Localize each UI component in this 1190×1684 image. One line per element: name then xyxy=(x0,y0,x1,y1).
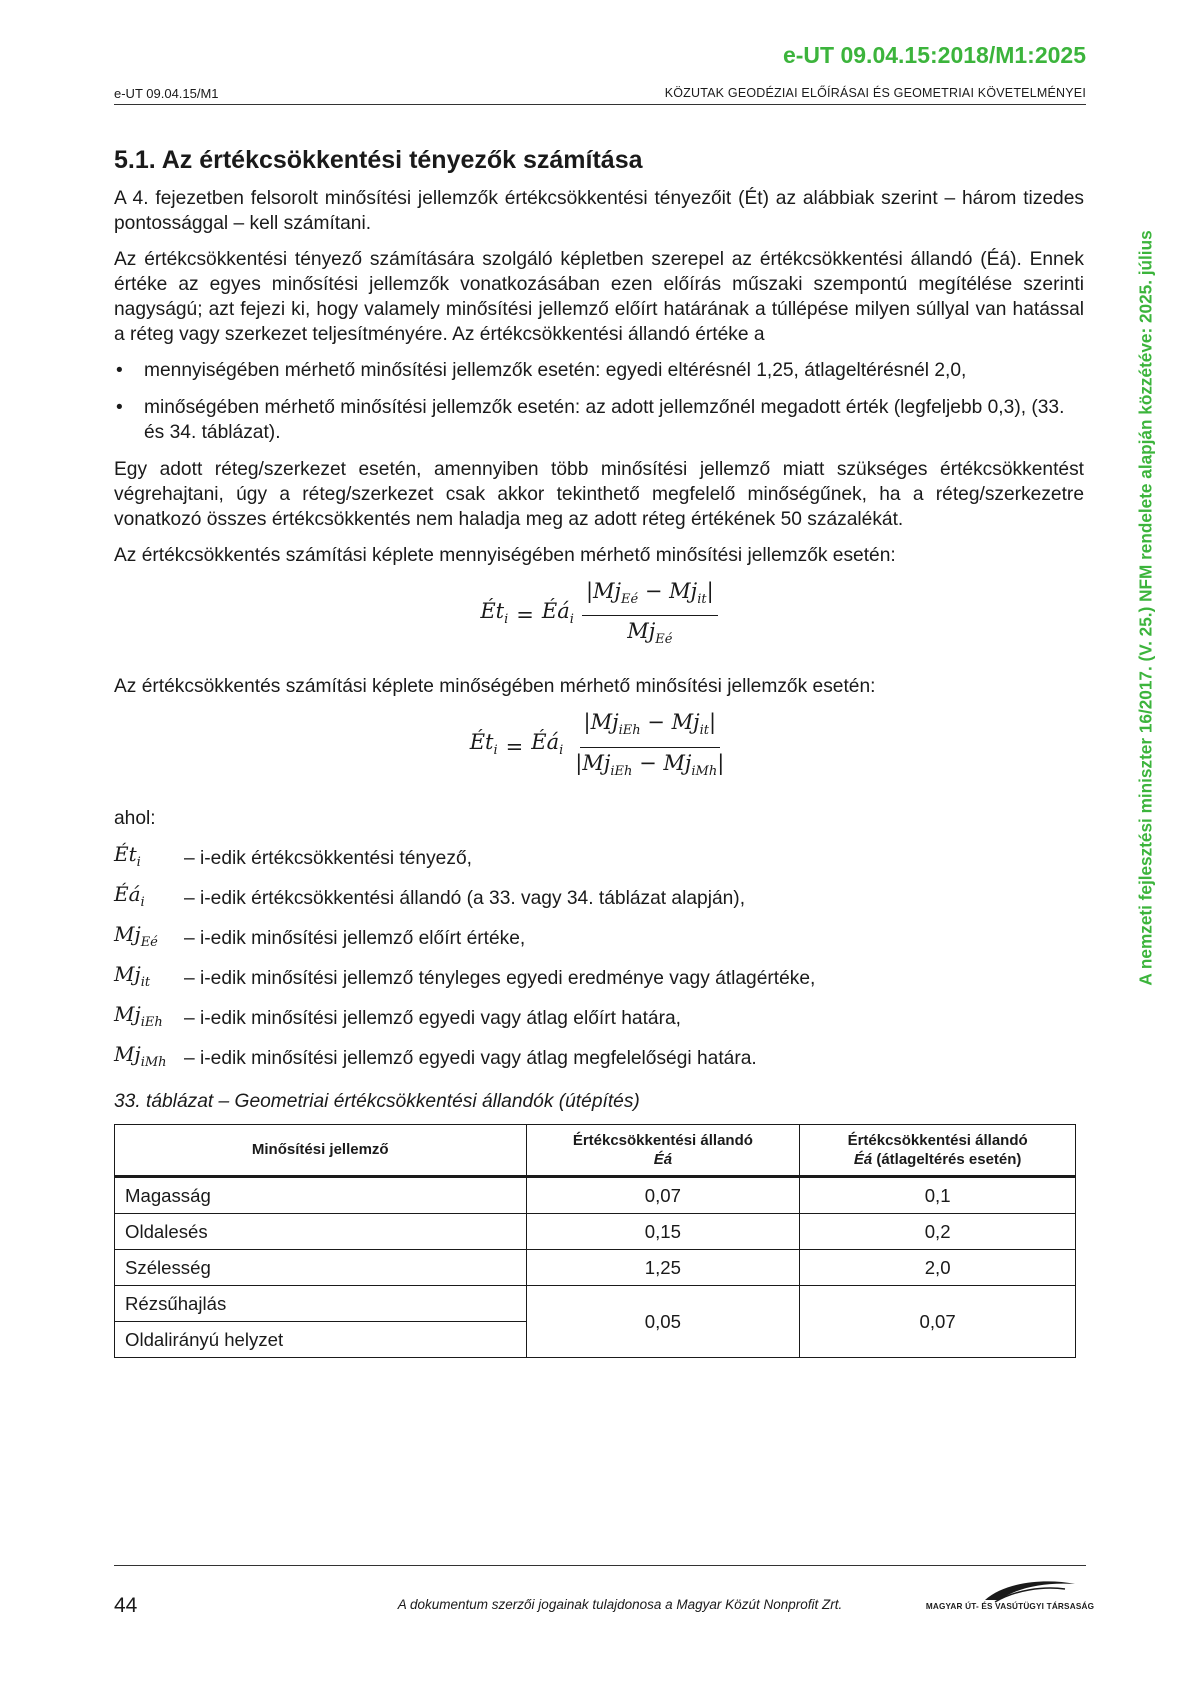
header-right-title: KÖZUTAK GEODÉZIAI ELŐÍRÁSAI ÉS GEOMETRIAI KÖVETELMÉNYEI xyxy=(664,86,1086,100)
list-item xyxy=(114,395,1084,445)
table-cell-value: 0,07 xyxy=(526,1176,800,1213)
table-cell-value: 0,07 xyxy=(800,1285,1076,1357)
where-label: ahol: xyxy=(114,807,156,829)
formula-lhs: $Ét_i$ xyxy=(469,730,498,759)
definition-symbol: $Mj_{iMh}$ xyxy=(114,1042,167,1071)
definition-row xyxy=(114,919,1084,959)
table-cell-value: 0,05 xyxy=(526,1285,800,1357)
table-header-cell: Minősítési jellemző xyxy=(115,1124,527,1176)
definition-symbol: $Mj_{Eé}$ xyxy=(114,922,158,951)
society-logo xyxy=(925,1576,1095,1616)
formula-denominator: $|Mj_{iEh} - Mj_{iMh}|$ xyxy=(575,750,725,779)
formula-equals: = xyxy=(505,734,524,759)
table-header-row xyxy=(115,1124,1076,1176)
table-cell-value: 0,2 xyxy=(800,1213,1076,1249)
definition-text: – i-edik értékcsökkentési tényező, xyxy=(184,848,472,870)
footer-copyright: A dokumentum szerzői jogainak tulajdonosa a Magyar Közút Nonprofit Zrt. xyxy=(397,1597,843,1612)
table-header-cell: Értékcsökkentési állandó Éá (átlageltérés esetén) xyxy=(800,1124,1076,1176)
table-cell-value: 0,1 xyxy=(800,1176,1076,1213)
bullet-icon: • xyxy=(116,360,123,381)
definition-symbol: $Ét_i$ xyxy=(114,842,141,871)
table-cell-name: Magasság xyxy=(115,1176,527,1213)
definition-symbol: $Mj_{iEh}$ xyxy=(114,1002,163,1031)
footer-rule xyxy=(114,1565,1086,1566)
list-item-text: mennyiségében mérhető minősítési jellemzők esetén: egyedi eltérésnél 1,25, átlageltérésnél 2,0, xyxy=(144,360,967,381)
definition-text: – i-edik minősítési jellemző egyedi vagy átlag előírt határa, xyxy=(184,1008,681,1030)
definition-text: – i-edik értékcsökkentési állandó (a 33. vagy 34. táblázat alapján), xyxy=(184,888,746,910)
table-row xyxy=(115,1176,1076,1213)
constants-table xyxy=(114,1124,1076,1358)
definition-text: – i-edik minősítési jellemző tényleges egyedi eredménye vagy átlagértéke, xyxy=(184,968,816,990)
table-cell-name: Szélesség xyxy=(115,1249,527,1285)
definition-symbol: $Éá_i$ xyxy=(114,882,145,911)
table-cell-value: 2,0 xyxy=(800,1249,1076,1285)
list-item xyxy=(114,358,1084,383)
paragraph-formula1-intro: Az értékcsökkentés számítási képlete mennyiségében mérhető minősítési jellemzők esetén: xyxy=(114,545,896,566)
formula-numerator: $|Mj_{iEh} - Mj_{it}|$ xyxy=(580,710,721,747)
table-cell-name: Oldalesés xyxy=(115,1213,527,1249)
table-row xyxy=(115,1213,1076,1249)
formula-qualitative xyxy=(114,710,1084,783)
table-cell-name: Rézsűhajlás xyxy=(115,1285,527,1321)
formula-quantitative xyxy=(114,579,1084,652)
logo-text: MAGYAR ÚT- ÉS VASÚTÜGYI TÁRSASÁG xyxy=(925,1602,1095,1611)
side-note-text: A nemzeti fejlesztési miniszter 16/2017. (V. 25.) NFM rendelete alapján közzétéve: 2025. július xyxy=(1135,230,1156,986)
table-cell-value: 0,15 xyxy=(526,1213,800,1249)
paragraph-constant: Az értékcsökkentési tényező számítására szolgáló képletben szerepel az értékcsökkentési állandó (Éá). Ennek értéke az egyes minősítési jellemzők vonatkozásában ezen előírás műszaki szempontú megítélése szerinti nagyságú; azt fejezi ki, hogy valamely minősítési jellemző előírt határának a túllépése milyen súllyal van hatással a réteg vagy szerkezet teljesítményére. Az értékcsökkentési állandó értéke a xyxy=(114,249,1084,345)
table-row xyxy=(115,1249,1076,1285)
formula-coef: $Éá_i$ xyxy=(531,730,564,759)
table-caption: 33. táblázat – Geometriai értékcsökkentési állandók (útépítés) xyxy=(114,1090,640,1112)
table-row xyxy=(115,1285,1076,1321)
formula-fraction xyxy=(571,710,728,783)
formula-equals: = xyxy=(516,603,534,628)
bullet-icon: • xyxy=(116,397,123,418)
header-left-code: e-UT 09.04.15/M1 xyxy=(114,86,219,101)
document-code: e-UT 09.04.15:2018/M1:2025 xyxy=(782,42,1086,68)
main-content xyxy=(114,138,1084,1358)
formula-fraction xyxy=(582,579,718,652)
formula-coef: $Éá_i$ xyxy=(541,599,574,628)
section-title: 5.1. Az értékcsökkentési tényezők számítása xyxy=(114,146,643,174)
definition-row xyxy=(114,879,1084,919)
definition-row xyxy=(114,959,1084,999)
formula-denominator: $Mj_{Eé}$ xyxy=(627,619,673,648)
definition-row xyxy=(114,1039,1084,1079)
definition-row xyxy=(114,999,1084,1039)
formula-numerator: $|Mj_{Eé} - Mj_{it}|$ xyxy=(582,579,718,616)
bullet-list xyxy=(114,358,1084,445)
paragraph-multiple: Egy adott réteg/szerkezet esetén, amennyiben több minősítési jellemző miatt szükséges értékcsökkentést végrehajtani, úgy a réteg/szerkezet csak akkor tekinthető megfelelő minőségűnek, ha a réteg/szerkezetre vonatkozó összes értékcsökkentés nem haladja meg az adott réteg értékének 50 százalékát. xyxy=(114,459,1084,530)
formula-lhs: $Ét_i$ xyxy=(480,599,509,628)
table-cell-name: Oldalirányú helyzet xyxy=(115,1321,527,1357)
page-number: 44 xyxy=(114,1594,138,1617)
table-cell-value: 1,25 xyxy=(526,1249,800,1285)
definition-symbol: $Mj_{it}$ xyxy=(114,962,151,991)
definitions-list xyxy=(114,839,1084,1079)
header-rule xyxy=(114,104,1086,105)
paragraph-intro: A 4. fejezetben felsorolt minősítési jellemzők értékcsökkentési tényezőit (Ét) az alábbiak szerint – három tizedes pontossággal – kell számítani. xyxy=(114,188,1084,234)
table-header-cell: Értékcsökkentési állandó Éá xyxy=(526,1124,800,1176)
definition-row xyxy=(114,839,1084,879)
logo-swoosh-icon xyxy=(925,1576,1095,1604)
definition-text: – i-edik minősítési jellemző előírt értéke, xyxy=(184,928,526,950)
list-item-text: minőségében mérhető minősítési jellemzők esetén: az adott jellemzőnél megadott érték (legfeljebb 0,3), (33. és 34. táblázat). xyxy=(144,397,1065,443)
definition-text: – i-edik minősítési jellemző egyedi vagy átlag megfelelőségi határa. xyxy=(184,1048,757,1070)
paragraph-formula2-intro: Az értékcsökkentés számítási képlete minőségében mérhető minősítési jellemzők esetén: xyxy=(114,676,876,698)
